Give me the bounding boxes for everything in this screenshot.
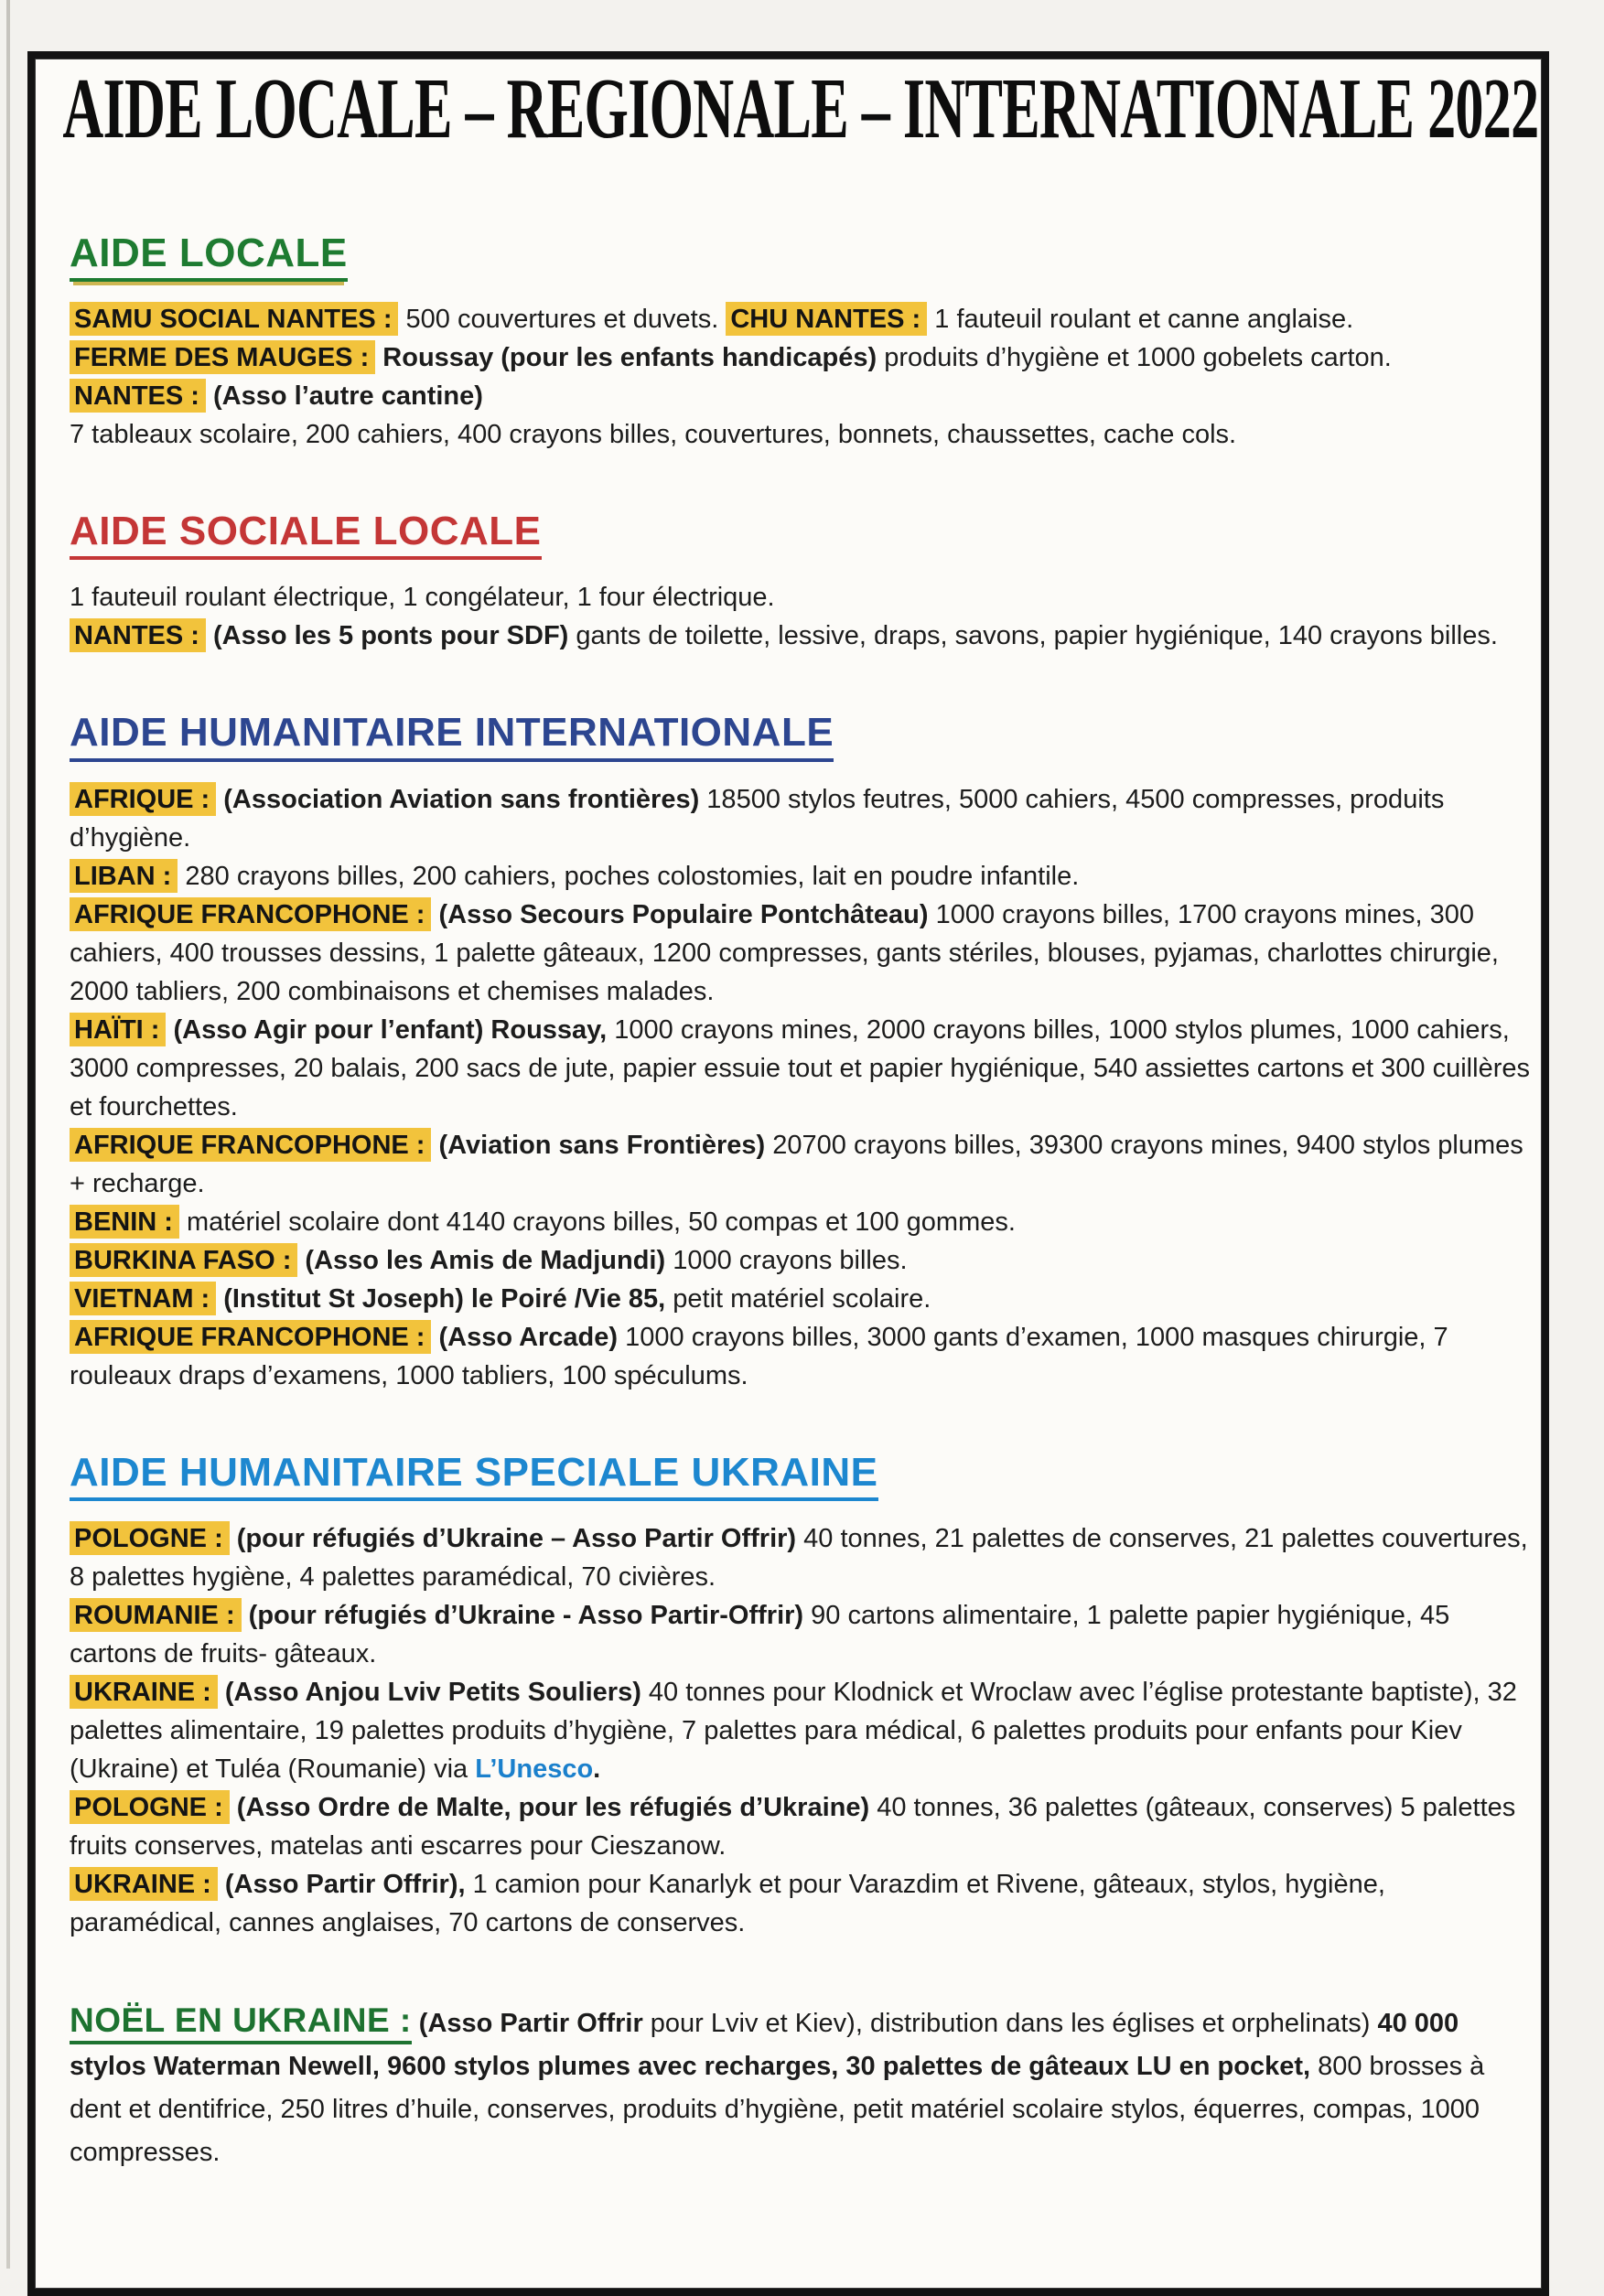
body-text: gants de toilette, lessive, draps, savons, papier hygiénique, 140 crayons billes. bbox=[568, 621, 1498, 651]
highlight-label: AFRIQUE FRANCOPHONE : bbox=[70, 1128, 431, 1162]
document-line bbox=[70, 617, 1531, 655]
document-line bbox=[70, 780, 1531, 857]
document-header bbox=[61, 61, 1539, 157]
bold-text: (Institut St Joseph) le Poiré /Vie 85, bbox=[216, 1283, 666, 1314]
highlight-label: BENIN : bbox=[70, 1205, 179, 1239]
body-text: 1000 crayons billes, 3000 gants d’examen, 1000 masques chirurgie, 7 rouleaux draps d’examens, 1000 tabliers, 100 spéculums. bbox=[70, 1322, 1448, 1390]
body-text: 18500 stylos feutres, 5000 cahiers, 4500 compresses, produits d’hygiène. bbox=[70, 784, 1445, 853]
body-text: 1 fauteuil roulant et canne anglaise. bbox=[927, 305, 1354, 335]
section-heading-aide-locale: AIDE LOCALE bbox=[70, 232, 348, 282]
body-text: 20700 crayons billes, 39300 crayons mines, 9400 stylos plumes + recharge. bbox=[70, 1130, 1523, 1198]
body-text: 1000 crayons billes. bbox=[665, 1245, 908, 1275]
highlight-label: AFRIQUE FRANCOPHONE : bbox=[70, 1320, 431, 1354]
highlight-label: SAMU SOCIAL NANTES : bbox=[70, 302, 398, 336]
body-text: 1000 crayons billes, 1700 crayons mines, 300 cahiers, 400 trousses dessins, 1 palette gâteaux, 1200 compresses, gants stériles, blouses, pyjamas, charlottes chirurgie, 2000 tabliers, 200 combinaisons et chemises malades. bbox=[70, 899, 1499, 1006]
document-line bbox=[70, 415, 1531, 454]
section-aide-sociale-locale bbox=[70, 510, 1531, 655]
section-aide-locale bbox=[70, 232, 1531, 454]
highlight-label: AFRIQUE FRANCOPHONE : bbox=[70, 897, 431, 931]
highlight-label: LIBAN : bbox=[70, 859, 178, 893]
document-line bbox=[70, 578, 1531, 617]
highlight-label: ROUMANIE : bbox=[70, 1598, 242, 1632]
bold-text: (Asso Secours Populaire Pontchâteau) bbox=[431, 899, 929, 929]
document-line bbox=[70, 1788, 1531, 1865]
highlight-label: POLOGNE : bbox=[70, 1521, 230, 1555]
highlight-label: NANTES : bbox=[70, 618, 206, 652]
body-text: 800 brosses à dent et dentifrice, 250 litres d’huile, conserves, produits d’hygiène, petit matériel scolaire stylos, équerres, compas, 1000 compresses. bbox=[70, 2051, 1485, 2167]
document-line bbox=[70, 1865, 1531, 1942]
document-line bbox=[70, 1126, 1531, 1203]
highlight-label: BURKINA FASO : bbox=[70, 1243, 297, 1277]
section-aide-humanitaire-internationale bbox=[70, 712, 1531, 1394]
body-text: petit matériel scolaire. bbox=[665, 1283, 931, 1314]
document-line bbox=[70, 896, 1531, 1011]
body-text: 40 tonnes, 36 palettes (gâteaux, conserves) 5 palettes fruits conserves, matelas anti escarres pour Cieszanow. bbox=[70, 1792, 1516, 1861]
bold-text: (Asso Arcade) bbox=[431, 1322, 619, 1352]
body-text: 40 tonnes, 21 palettes de conserves, 21 palettes couvertures, 8 palettes hygiène, 4 palettes paramédical, 70 civières. bbox=[70, 1523, 1528, 1592]
bold-text: . bbox=[593, 1754, 601, 1784]
bold-text: (Asso les Amis de Madjundi) bbox=[297, 1245, 666, 1275]
bold-text: (Asso les 5 ponts pour SDF) bbox=[205, 621, 569, 651]
link-text: L’Unesco bbox=[475, 1754, 594, 1784]
document-line bbox=[70, 1673, 1531, 1788]
document-line bbox=[70, 1011, 1531, 1126]
body-text: 40 tonnes pour Klodnick et Wroclaw avec l’église protestante baptiste), 32 palettes alimentaire, 19 palettes produits d’hygiène, 7 palettes para médical, 6 palettes produits pour enfants pour Kiev (Ukraine) et Tuléa (Roumanie) via bbox=[70, 1677, 1517, 1784]
section-aide-humanitaire-speciale-ukraine bbox=[70, 1449, 1531, 1942]
document-line bbox=[70, 338, 1531, 377]
document-line bbox=[70, 1241, 1531, 1280]
highlight-label: CHU NANTES : bbox=[726, 302, 927, 336]
document-line bbox=[70, 857, 1531, 896]
body-text: 1 camion pour Kanarlyk et pour Varazdim et Rivene, gâteaux, stylos, hygiène, paramédical, cannes anglaises, 70 cartons de conserves. bbox=[70, 1869, 1385, 1937]
bold-text: (Association Aviation sans frontières) bbox=[216, 784, 700, 814]
document-content bbox=[35, 59, 1542, 2229]
section-noel-en-ukraine bbox=[70, 1999, 1531, 2174]
body-text: 280 crayons billes, 200 cahiers, poches colostomies, lait en poudre infantile. bbox=[178, 861, 1080, 891]
body-text: pour Lviv et Kiev), distribution dans les églises et orphelinats) bbox=[642, 2008, 1378, 2038]
bold-text: Roussay (pour les enfants handicapés) bbox=[375, 343, 877, 373]
body-text: matériel scolaire dont 4140 crayons billes, 50 compas et 100 gommes. bbox=[178, 1207, 1016, 1237]
body-text: 1 fauteuil roulant électrique, 1 congélateur, 1 four électrique. bbox=[70, 583, 775, 613]
page-border-frame bbox=[27, 51, 1549, 2296]
bold-text: 40 000 stylos Waterman Newell, 9600 stylos plumes avec recharges, 30 palettes de gâteaux LU en pocket, bbox=[70, 2008, 1459, 2081]
highlight-label: NANTES : bbox=[70, 379, 206, 413]
bold-text: (pour réfugiés d’Ukraine – Asso Partir Offrir) bbox=[229, 1523, 797, 1553]
document-line bbox=[70, 300, 1531, 338]
highlight-label: VIETNAM : bbox=[70, 1282, 216, 1315]
highlight-label: UKRAINE : bbox=[70, 1675, 218, 1709]
bold-text: (Asso Ordre de Malte, pour les réfugiés d’Ukraine) bbox=[229, 1792, 870, 1822]
body-text: produits d’hygiène et 1000 gobelets carton. bbox=[877, 343, 1392, 373]
section-heading-aide-sociale-locale: AIDE SOCIALE LOCALE bbox=[70, 510, 542, 560]
bold-text: (pour réfugiés d’Ukraine - Asso Partir-Offrir) bbox=[241, 1600, 804, 1630]
document-line bbox=[70, 1519, 1531, 1596]
document-line bbox=[70, 1203, 1531, 1241]
body-text: 90 cartons alimentaire, 1 palette papier hygiénique, 45 cartons de fruits- gâteaux. bbox=[70, 1600, 1450, 1668]
document-line bbox=[70, 1596, 1531, 1673]
document-line bbox=[70, 1280, 1531, 1318]
body-text: 7 tableaux scolaire, 200 cahiers, 400 crayons billes, couvertures, bonnets, chaussettes, cache cols. bbox=[70, 420, 1237, 450]
document-line bbox=[70, 1999, 1531, 2174]
bold-text: (Asso Partir Offrir bbox=[411, 2008, 643, 2038]
bold-text: (Asso Agir pour l’enfant) Roussay, bbox=[166, 1014, 608, 1045]
bold-text: (Asso Partir Offrir), bbox=[217, 1869, 466, 1899]
highlight-label: FERME DES MAUGES : bbox=[70, 340, 375, 374]
document-line bbox=[70, 377, 1531, 415]
bold-text: (Asso Anjou Lviv Petits Souliers) bbox=[217, 1677, 641, 1707]
highlight-label: UKRAINE : bbox=[70, 1867, 218, 1901]
highlight-label: HAÏTI : bbox=[70, 1013, 166, 1046]
bold-text: (Aviation sans Frontières) bbox=[431, 1130, 766, 1160]
scan-edge-artifact bbox=[6, 0, 10, 2269]
body-text: 500 couvertures et duvets. bbox=[398, 305, 727, 335]
highlight-label: AFRIQUE : bbox=[70, 782, 216, 816]
document-line bbox=[70, 1318, 1531, 1395]
section-heading-aide-humanitaire-internationale: AIDE HUMANITAIRE INTERNATIONALE bbox=[70, 712, 834, 761]
body-text: 1000 crayons mines, 2000 crayons billes, 1000 stylos plumes, 1000 cahiers, 3000 compresses, 20 balais, 200 sacs de jute, papier essuie tout et papier hygiénique, 540 assiettes cartons et 300 cuillères et fourchettes. bbox=[70, 1014, 1530, 1121]
section-heading-aide-humanitaire-speciale-ukraine: AIDE HUMANITAIRE SPECIALE UKRAINE bbox=[70, 1452, 878, 1501]
page-title: AIDE LOCALE – REGIONALE – INTERNATIONALE 2022 bbox=[61, 61, 1539, 157]
inline-section-heading: NOËL EN UKRAINE : bbox=[70, 2001, 412, 2044]
bold-text: (Asso l’autre cantine) bbox=[205, 381, 483, 412]
document-sections bbox=[70, 232, 1531, 2174]
highlight-label: POLOGNE : bbox=[70, 1790, 230, 1824]
